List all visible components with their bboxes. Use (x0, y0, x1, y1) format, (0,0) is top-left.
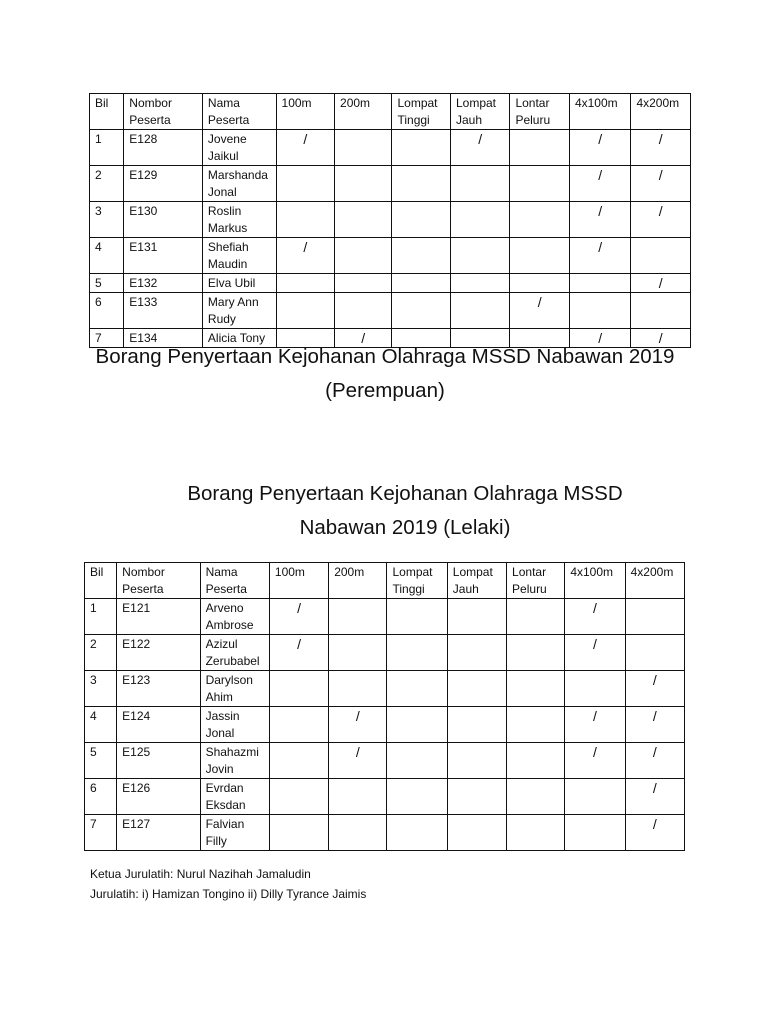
cell-mark-100m (269, 743, 328, 779)
cell-mark-100m (269, 671, 328, 707)
lelaki-table-body (85, 599, 685, 851)
cell-nama: Evrdan Eksdan (200, 779, 269, 815)
cell-mark-lontar-peluru (507, 707, 565, 743)
table-row (90, 274, 691, 293)
cell-nombor: E127 (117, 815, 200, 851)
cell-mark-lompat-jauh (450, 274, 509, 293)
cell-mark-4x200m (625, 635, 684, 671)
perempuan-entry-table (89, 93, 691, 348)
cell-mark-4x100m: / (565, 599, 625, 635)
cell-mark-100m (269, 707, 328, 743)
cell-bil: 1 (85, 599, 117, 635)
cell-nama: Darylson Ahim (200, 671, 269, 707)
cell-mark-200m (335, 130, 392, 166)
cell-bil: 6 (90, 293, 124, 329)
cell-nama: Mary Ann Rudy (202, 293, 276, 329)
header-cell-lompat-tinggi: Lompat Tinggi (392, 94, 450, 130)
cell-nombor: E121 (117, 599, 200, 635)
lelaki-table-header (85, 563, 685, 599)
coaches-line: Jurulatih: i) Hamizan Tongino ii) Dilly Tyrance Jaimis (90, 887, 367, 901)
cell-mark-4x100m (569, 293, 631, 329)
cell-mark-4x200m: / (625, 743, 684, 779)
header-cell-bil: Bil (90, 94, 124, 130)
cell-bil: 6 (85, 779, 117, 815)
perempuan-form-title: Borang Penyertaan Kejohanan Olahraga MSSD Nabawan 2019 (Perempuan) (95, 345, 675, 402)
header-row (90, 94, 691, 130)
cell-mark-200m (329, 599, 387, 635)
cell-mark-lontar-peluru (507, 743, 565, 779)
cell-mark-4x200m: / (631, 202, 691, 238)
cell-mark-lompat-tinggi (387, 707, 447, 743)
cell-mark-lontar-peluru (510, 130, 569, 166)
cell-mark-lompat-tinggi (392, 274, 450, 293)
cell-nama: Arveno Ambrose (200, 599, 269, 635)
header-cell-lontar-peluru: Lontar Peluru (507, 563, 565, 599)
cell-nombor: E122 (117, 635, 200, 671)
cell-mark-lontar-peluru (510, 166, 569, 202)
header-cell-4x200m: 4x200m (625, 563, 684, 599)
cell-nombor: E131 (124, 238, 203, 274)
cell-mark-lontar-peluru (507, 599, 565, 635)
cell-mark-4x100m (565, 815, 625, 851)
cell-mark-4x200m: / (631, 166, 691, 202)
cell-bil: 4 (85, 707, 117, 743)
cell-bil: 4 (90, 238, 124, 274)
cell-mark-200m (335, 293, 392, 329)
header-cell-lontar-peluru: Lontar Peluru (510, 94, 569, 130)
cell-mark-4x200m (631, 238, 691, 274)
cell-mark-4x200m: / (625, 671, 684, 707)
header-cell-lompat-jauh: Lompat Jauh (450, 94, 509, 130)
head-coach-line: Ketua Jurulatih: Nurul Nazihah Jamaludin (90, 867, 311, 881)
cell-mark-lompat-tinggi (387, 635, 447, 671)
cell-mark-4x100m: / (569, 130, 631, 166)
cell-nama: Azizul Zerubabel (200, 635, 269, 671)
table-row (90, 238, 691, 274)
cell-mark-lompat-tinggi (387, 599, 447, 635)
cell-mark-lompat-jauh (447, 743, 506, 779)
cell-mark-200m (335, 274, 392, 293)
cell-mark-4x100m (565, 779, 625, 815)
perempuan-table-body (90, 130, 691, 348)
cell-nama: Shefiah Maudin (202, 238, 276, 274)
cell-mark-4x200m: / (625, 779, 684, 815)
table-row (85, 599, 685, 635)
cell-mark-200m (329, 671, 387, 707)
cell-nama: Shahazmi Jovin (200, 743, 269, 779)
cell-mark-4x100m: / (569, 238, 631, 274)
header-cell-nombor: Nombor Peserta (124, 94, 203, 130)
header-cell-4x200m: 4x200m (631, 94, 691, 130)
table-row (85, 815, 685, 851)
cell-mark-lompat-tinggi (387, 743, 447, 779)
cell-mark-4x100m: / (569, 329, 631, 348)
cell-mark-4x100m: / (569, 166, 631, 202)
cell-mark-200m (335, 166, 392, 202)
cell-mark-lontar-peluru (507, 635, 565, 671)
cell-mark-200m (335, 202, 392, 238)
cell-mark-100m: / (269, 635, 328, 671)
header-cell-nama: Nama Peserta (200, 563, 269, 599)
header-cell-100m: 100m (276, 94, 334, 130)
cell-mark-100m (269, 815, 328, 851)
cell-mark-lompat-tinggi (392, 166, 450, 202)
header-cell-nama: Nama Peserta (202, 94, 276, 130)
cell-mark-200m (335, 238, 392, 274)
cell-mark-200m: / (329, 743, 387, 779)
cell-bil: 5 (85, 743, 117, 779)
cell-mark-4x200m (631, 293, 691, 329)
cell-mark-lontar-peluru (510, 274, 569, 293)
cell-mark-lompat-jauh (450, 166, 509, 202)
cell-mark-200m: / (335, 329, 392, 348)
header-cell-lompat-tinggi: Lompat Tinggi (387, 563, 447, 599)
cell-nombor: E123 (117, 671, 200, 707)
table-row (85, 707, 685, 743)
cell-mark-lontar-peluru (507, 779, 565, 815)
cell-mark-lompat-jauh (447, 815, 506, 851)
cell-nama: Jovene Jaikul (202, 130, 276, 166)
cell-nombor: E130 (124, 202, 203, 238)
cell-mark-lompat-jauh (447, 707, 506, 743)
cell-mark-4x200m: / (631, 274, 691, 293)
cell-mark-lompat-jauh (447, 599, 506, 635)
cell-nama: Elva Ubil (202, 274, 276, 293)
cell-mark-100m: / (276, 130, 334, 166)
cell-mark-lontar-peluru (507, 671, 565, 707)
cell-nombor: E132 (124, 274, 203, 293)
cell-mark-100m (276, 293, 334, 329)
cell-bil: 7 (90, 329, 124, 348)
cell-mark-lompat-jauh (447, 635, 506, 671)
cell-nama: Marshanda Jonal (202, 166, 276, 202)
cell-mark-4x100m (569, 274, 631, 293)
cell-mark-lompat-tinggi (387, 671, 447, 707)
cell-mark-lompat-jauh (447, 779, 506, 815)
cell-mark-lompat-jauh: / (450, 130, 509, 166)
header-cell-nombor: Nombor Peserta (117, 563, 200, 599)
cell-mark-lompat-tinggi (392, 202, 450, 238)
cell-nombor: E125 (117, 743, 200, 779)
cell-mark-lompat-tinggi (392, 238, 450, 274)
header-cell-200m: 200m (335, 94, 392, 130)
cell-bil: 3 (90, 202, 124, 238)
cell-mark-100m (276, 274, 334, 293)
cell-nombor: E124 (117, 707, 200, 743)
cell-mark-200m (329, 635, 387, 671)
table-row (90, 293, 691, 329)
cell-mark-200m (329, 815, 387, 851)
cell-mark-100m (269, 779, 328, 815)
cell-bil: 3 (85, 671, 117, 707)
cell-mark-lompat-tinggi (392, 293, 450, 329)
cell-nama: Alicia Tony (202, 329, 276, 348)
cell-mark-4x200m: / (631, 130, 691, 166)
lelaki-entry-table (84, 562, 685, 851)
cell-mark-4x200m: / (625, 815, 684, 851)
cell-bil: 7 (85, 815, 117, 851)
table-row (90, 166, 691, 202)
cell-mark-lompat-tinggi (392, 130, 450, 166)
cell-mark-4x100m: / (569, 202, 631, 238)
cell-nama: Jassin Jonal (200, 707, 269, 743)
cell-mark-200m (329, 779, 387, 815)
cell-mark-lompat-jauh (450, 202, 509, 238)
header-cell-100m: 100m (269, 563, 328, 599)
cell-mark-4x200m: / (631, 329, 691, 348)
cell-nombor: E129 (124, 166, 203, 202)
table-row (90, 130, 691, 166)
cell-mark-lompat-tinggi (387, 815, 447, 851)
cell-mark-lompat-jauh (450, 238, 509, 274)
cell-bil: 5 (90, 274, 124, 293)
header-cell-bil: Bil (85, 563, 117, 599)
cell-nama: Roslin Markus (202, 202, 276, 238)
cell-mark-100m (276, 166, 334, 202)
cell-nombor: E133 (124, 293, 203, 329)
header-row (85, 563, 685, 599)
cell-mark-lompat-tinggi (387, 779, 447, 815)
perempuan-table-header (90, 94, 691, 130)
table-row (85, 743, 685, 779)
cell-mark-4x100m (565, 671, 625, 707)
cell-mark-lontar-peluru (510, 202, 569, 238)
header-cell-4x100m: 4x100m (565, 563, 625, 599)
cell-mark-4x200m (625, 599, 684, 635)
cell-mark-lontar-peluru (507, 815, 565, 851)
table-row (90, 202, 691, 238)
cell-nombor: E128 (124, 130, 203, 166)
cell-mark-lontar-peluru: / (510, 293, 569, 329)
table-row (85, 779, 685, 815)
cell-nombor: E134 (124, 329, 203, 348)
cell-mark-lontar-peluru (510, 238, 569, 274)
cell-mark-lompat-jauh (447, 671, 506, 707)
table-row (85, 671, 685, 707)
cell-mark-4x100m: / (565, 707, 625, 743)
cell-mark-lompat-jauh (450, 293, 509, 329)
cell-mark-4x100m: / (565, 743, 625, 779)
cell-bil: 2 (85, 635, 117, 671)
cell-bil: 1 (90, 130, 124, 166)
cell-bil: 2 (90, 166, 124, 202)
cell-mark-200m: / (329, 707, 387, 743)
cell-mark-4x100m: / (565, 635, 625, 671)
cell-nombor: E126 (117, 779, 200, 815)
lelaki-form-title: Borang Penyertaan Kejohanan Olahraga MSSD Nabawan 2019 (Lelaki) (187, 482, 623, 539)
cell-mark-4x200m: / (625, 707, 684, 743)
cell-mark-100m (276, 202, 334, 238)
header-cell-200m: 200m (329, 563, 387, 599)
header-cell-4x100m: 4x100m (569, 94, 631, 130)
header-cell-lompat-jauh: Lompat Jauh (447, 563, 506, 599)
cell-mark-100m: / (269, 599, 328, 635)
table-row (85, 635, 685, 671)
cell-nama: Falvian Filly (200, 815, 269, 851)
cell-mark-100m: / (276, 238, 334, 274)
